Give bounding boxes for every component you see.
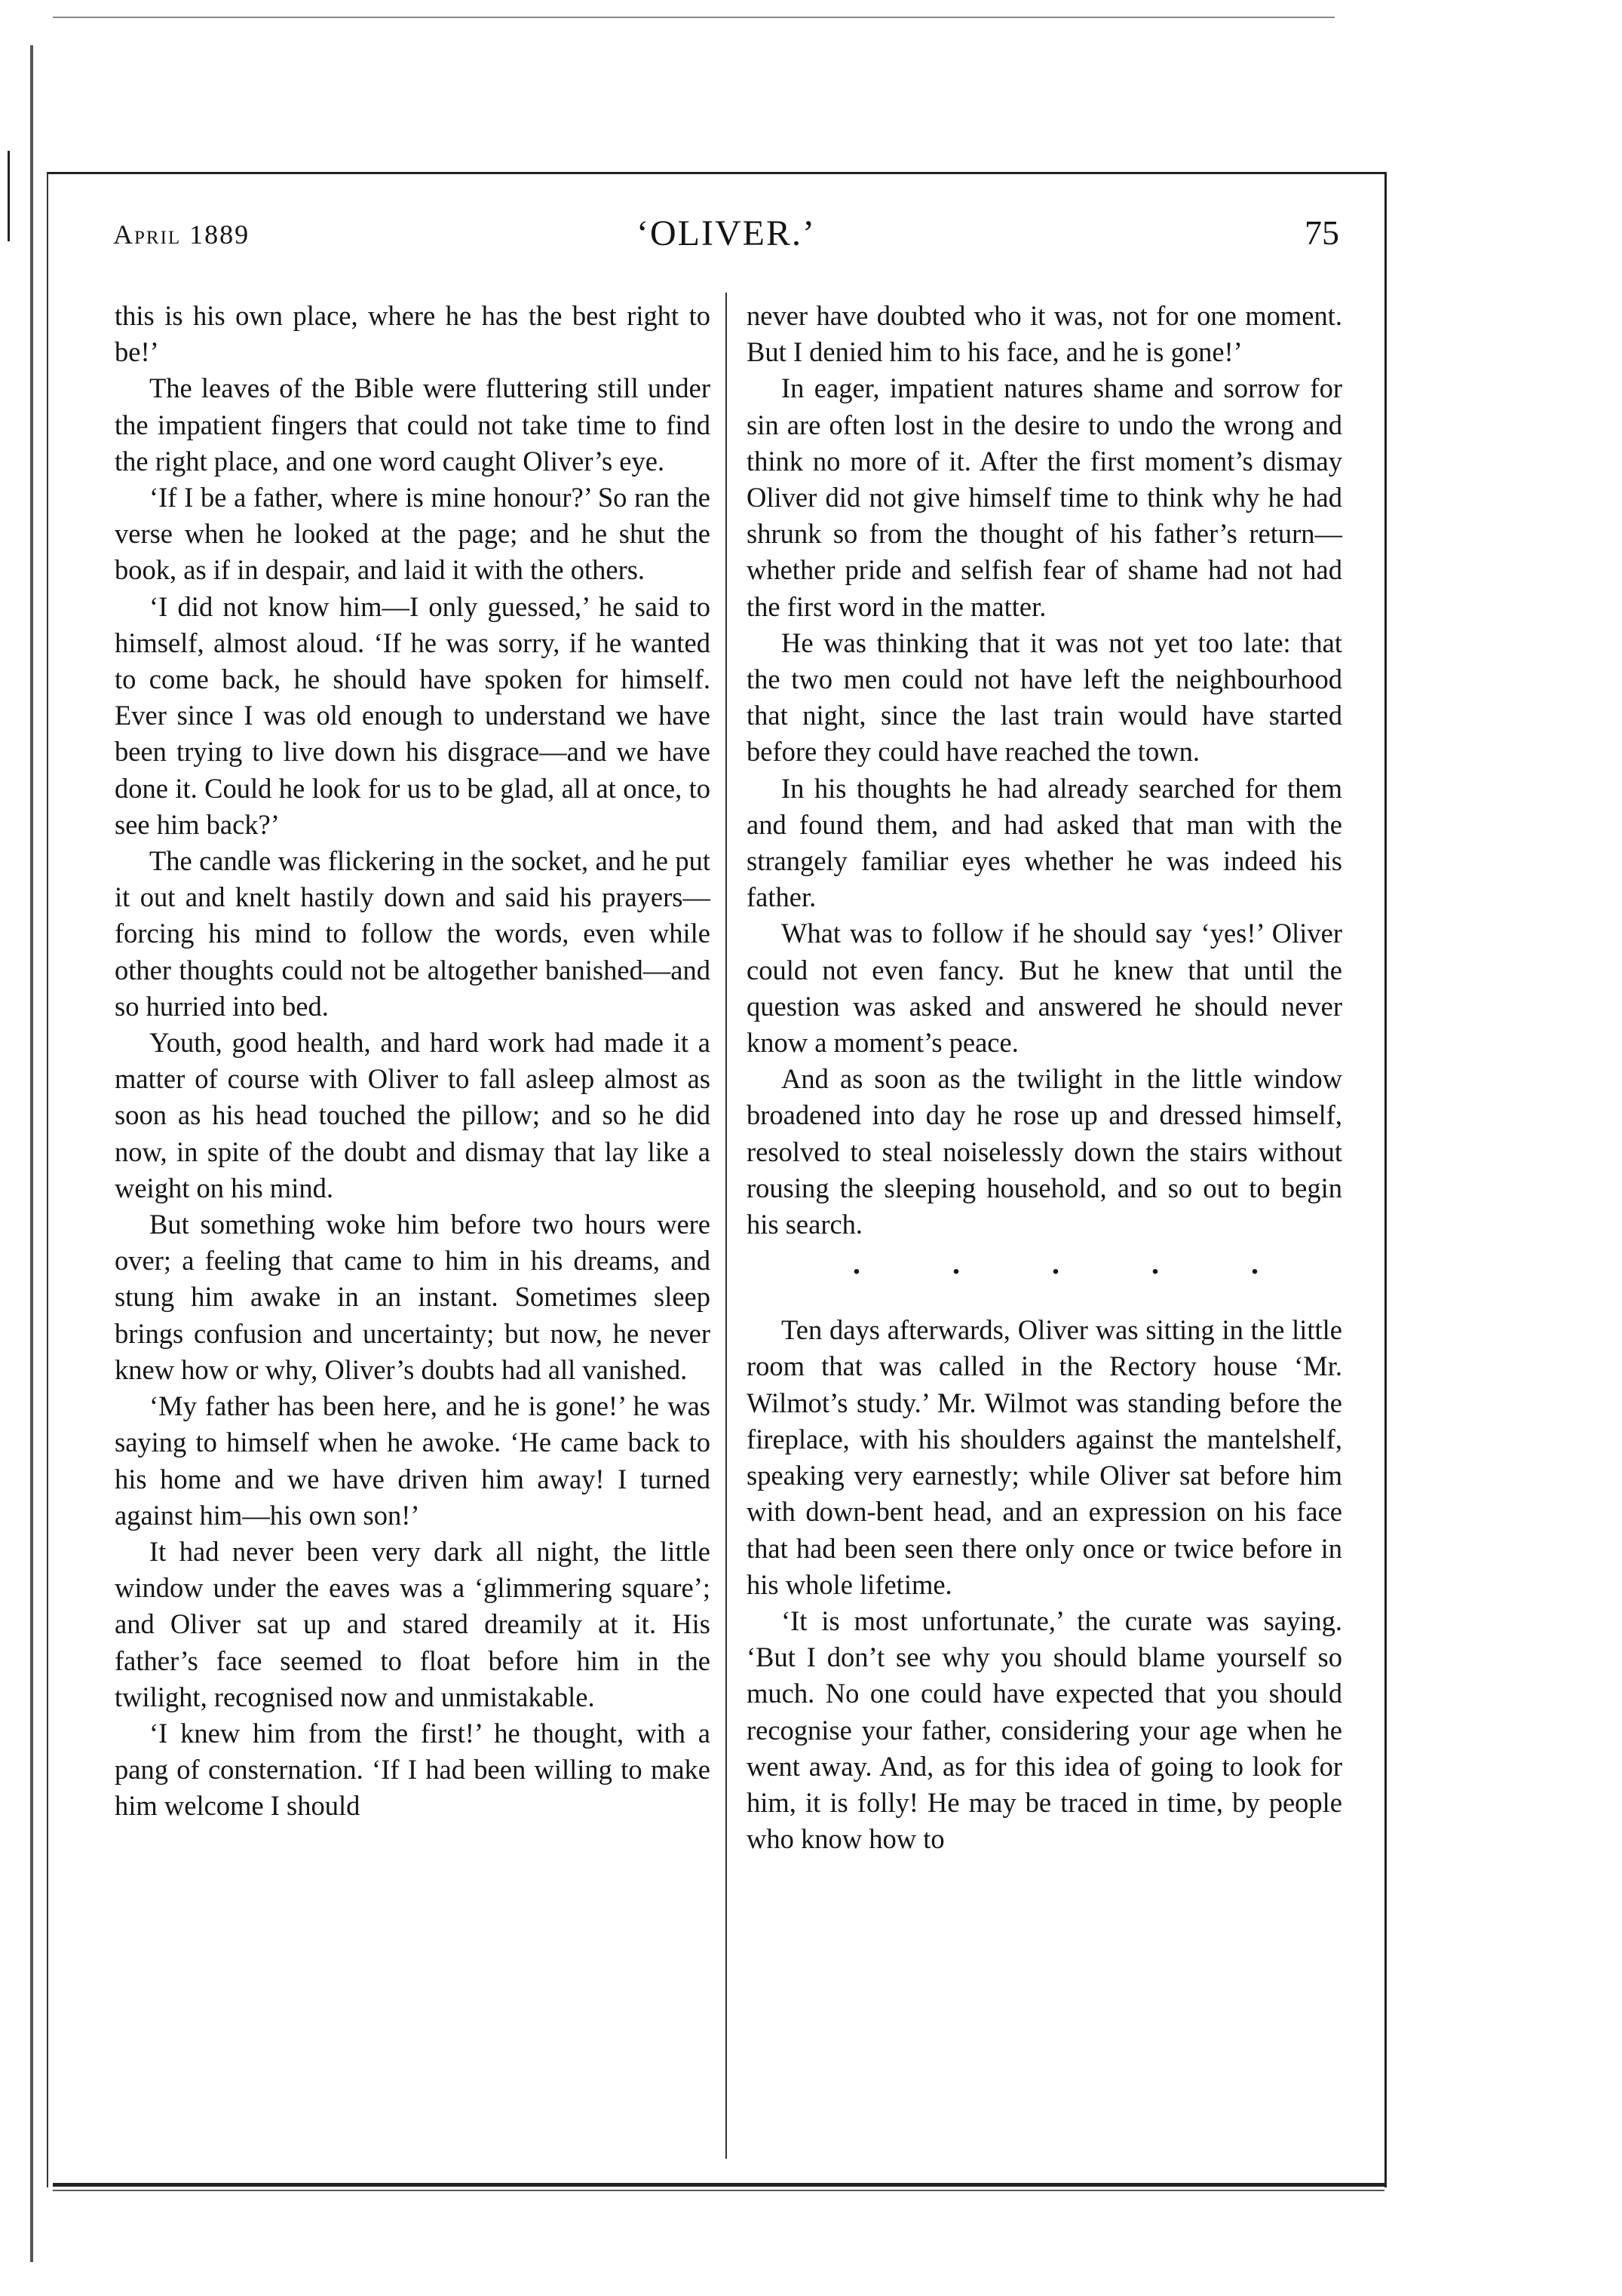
paragraph: But something woke him before two hours were over; a feeling that came to him in his dreams, and stung him awake in an instant. Sometimes sleep brings confusion and uncertainty; but now, he never knew how or why, Oliver’s doubts had all vanished. <box>115 1209 710 1385</box>
column-divider <box>725 293 727 2159</box>
section-break-dot: . <box>1052 1246 1059 1281</box>
section-break-dot: . <box>853 1246 860 1281</box>
left-column <box>115 298 710 1825</box>
running-head-title: ‘OLIVER.’ <box>636 213 816 253</box>
paragraph: never have doubted who it was, not for one moment. But I denied him to his face, and he is gone!’ <box>747 300 1342 368</box>
section-break-dot: . <box>952 1246 960 1281</box>
paragraph: The candle was flickering in the socket, and he put it out and knelt hastily down and said his prayers—forcing his mind to follow the words, even while other thoughts could not be altogether banished—and so hurried into bed. <box>115 845 710 1022</box>
section-break <box>747 1243 1342 1279</box>
bottom-rule <box>53 2183 1384 2187</box>
running-head-date: April 1889 <box>113 219 250 250</box>
page-number: 75 <box>1305 213 1339 252</box>
paragraph: He was thinking that it was not yet too late: that the two men could not have left the neighbourhood that night, since the last train would have started before they could have reached the town. <box>747 627 1342 768</box>
paragraph: What was to follow if he should say ‘yes!’ Oliver could not even fancy. But he knew that until the question was asked and answered he should never know a moment’s peace. <box>747 918 1342 1059</box>
paragraph: ‘It is most unfortunate,’ the curate was saying. ‘But I don’t see why you should blame yourself so much. No one could have expected that you should recognise your father, considering your age when he went away. And, as for this idea of going to look for him, it is folly! He may be traced in time, by people who know how to <box>747 1605 1342 1855</box>
section-break-dot: . <box>1251 1246 1259 1281</box>
running-head <box>113 213 1339 273</box>
scan-top-rule <box>53 17 1335 18</box>
paragraph: this is his own place, where he has the best right to be!’ <box>115 300 710 368</box>
paragraph: It had never been very dark all night, the little window under the eaves was a ‘glimmering square’; and Oliver sat up and stared dreamily at it. His father’s face seemed to float before him in the twilight, recognised now and unmistakable. <box>115 1535 710 1712</box>
scan-edge-mark <box>30 45 33 2262</box>
paragraph: Ten days afterwards, Oliver was sitting in the little room that was called in the Rectory house ‘Mr. Wilmot’s study.’ Mr. Wilmot was standing before the fireplace, with his shoulders against the mantelshelf, speaking very earnestly; while Oliver sat before him with down-bent head, and an expression on his face that had been seen there only once or twice before in his whole lifetime. <box>747 1314 1342 1600</box>
right-column <box>747 298 1342 1857</box>
scan-edge-mark <box>8 151 10 241</box>
paragraph: ‘If I be a father, where is mine honour?’ So ran the verse when he looked at the page; and he shut the book, as if in despair, and laid it with the others. <box>115 482 710 586</box>
paragraph: And as soon as the twilight in the little window broadened into day he rose up and dressed himself, resolved to steal noiselessly down the stairs without rousing the sleeping household, and so out to begin his search. <box>747 1063 1342 1240</box>
paragraph: The leaves of the Bible were fluttering still under the impatient fingers that could not take time to find the right place, and one word caught Oliver’s eye. <box>115 372 710 477</box>
section-break-dot: . <box>1151 1246 1159 1281</box>
paragraph: ‘I knew him from the first!’ he thought, with a pang of consternation. ‘If I had been willing to make him welcome I should <box>115 1717 710 1822</box>
paragraph: Youth, good health, and hard work had made it a matter of course with Oliver to fall asleep almost as soon as his head touched the pillow; and so he did now, in spite of the doubt and dismay that lay like a weight on his mind. <box>115 1027 710 1203</box>
paragraph: In his thoughts he had already searched for them and found them, and had asked that man with the strangely familiar eyes whether he was indeed his father. <box>747 772 1342 913</box>
paragraph: ‘I did not know him—I only guessed,’ he said to himself, almost aloud. ‘If he was sorry, if he wanted to come back, he should have spoken for himself. Ever since I was old enough to understand we have been trying to live down his disgrace—and we have done it. Could he look for us to be glad, all at once, to see him back?’ <box>115 590 710 840</box>
bottom-rule-thin <box>53 2190 1384 2191</box>
paragraph: In eager, impatient natures shame and sorrow for sin are often lost in the desire to undo the wrong and think no more of it. After the first moment’s dismay Oliver did not give himself time to think why he had shrunk so from the thought of his father’s return—whether pride and selfish fear of shame had not had the first word in the matter. <box>747 372 1342 622</box>
paragraph: ‘My father has been here, and he is gone!’ he was saying to himself when he awoke. ‘He came back to his home and we have driven him away! I turned against him—his own son!’ <box>115 1390 710 1531</box>
